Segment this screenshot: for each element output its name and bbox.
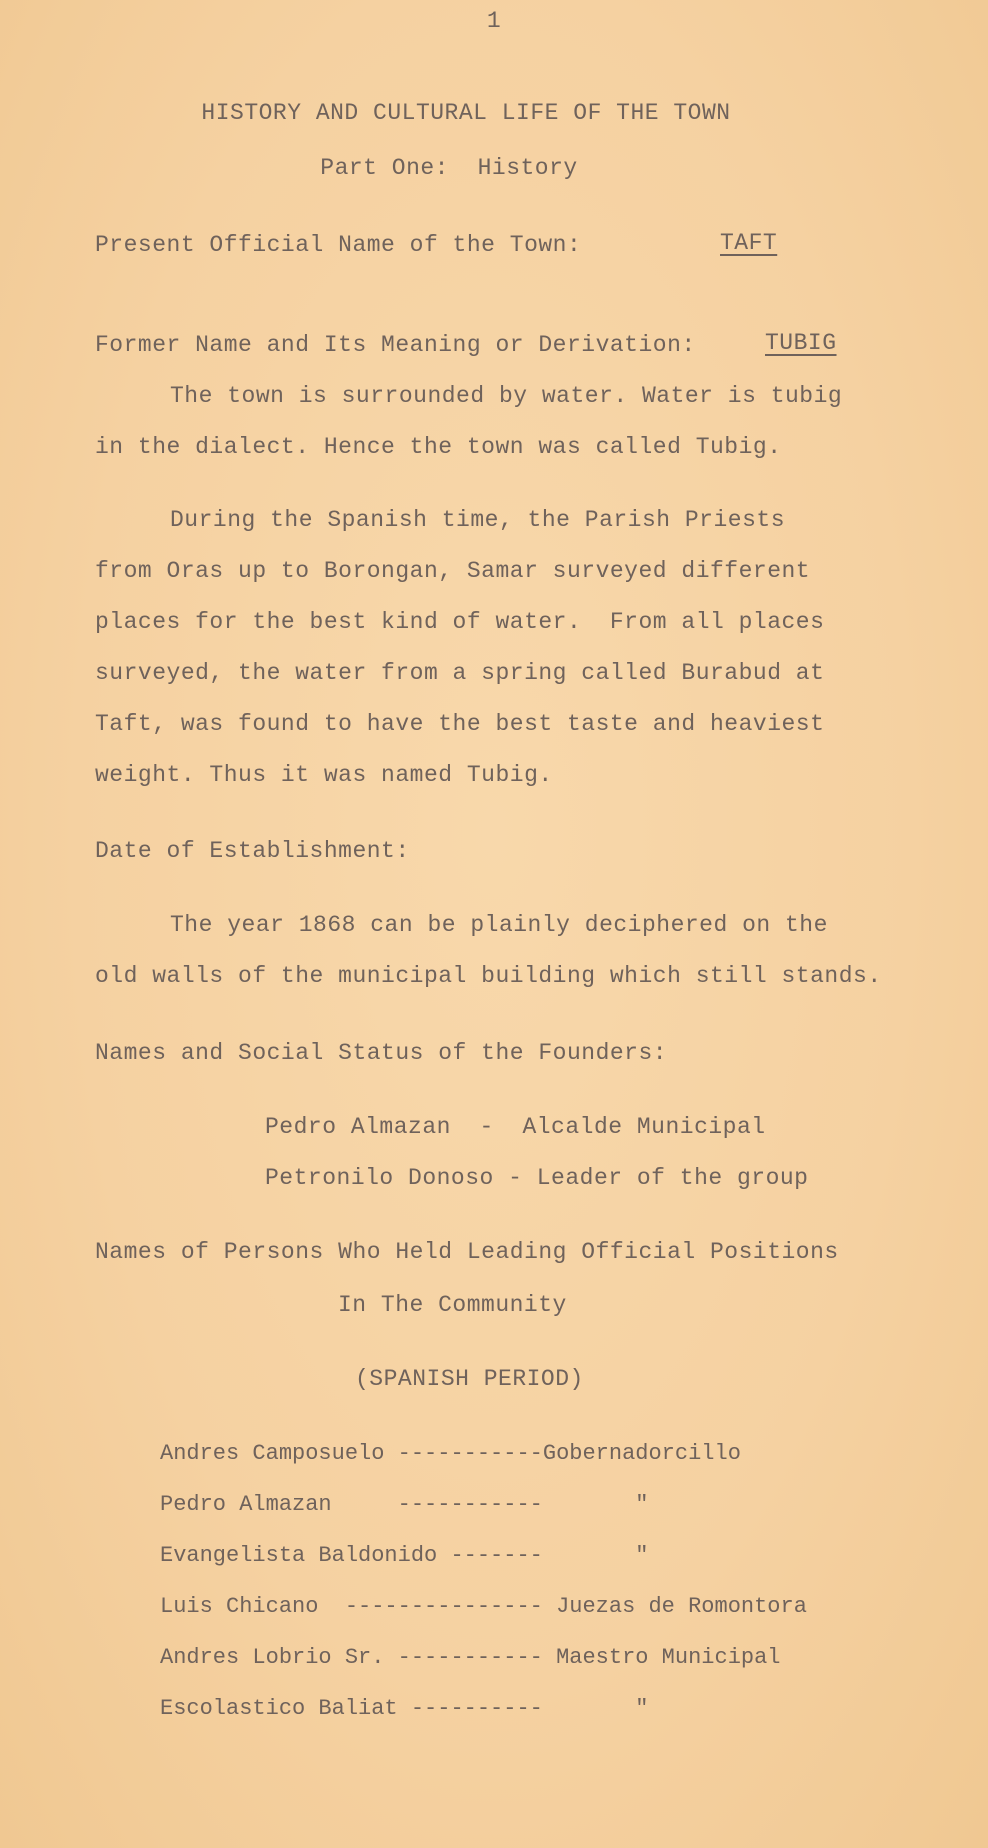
official-row-1: Andres Camposuelo -----------Gobernadorcillo	[160, 1441, 741, 1466]
founder-2: Petronilo Donoso - Leader of the group	[265, 1165, 809, 1191]
period-heading: (SPANISH PERIOD)	[355, 1366, 584, 1392]
document-title: HISTORY AND CULTURAL LIFE OF THE TOWN	[201, 100, 731, 126]
spanish-time-line-5: Taft, was found to have the best taste and heaviest	[95, 711, 825, 737]
official-name-label: Present Official Name of the Town:	[95, 232, 582, 258]
former-name-line-2: in the dialect. Hence the town was called Tubig.	[95, 434, 782, 460]
spanish-time-line-3: places for the best kind of water. From all places	[95, 609, 825, 635]
official-row-3: Evangelista Baldonido ------- "	[160, 1543, 649, 1568]
former-name-label: Former Name and Its Meaning or Derivation:	[95, 332, 696, 358]
official-row-4: Luis Chicano --------------- Juezas de Romontora	[160, 1594, 807, 1619]
official-row-5: Andres Lobrio Sr. ----------- Maestro Municipal	[160, 1645, 781, 1670]
official-row-2: Pedro Almazan ----------- "	[160, 1492, 649, 1517]
establishment-heading: Date of Establishment:	[95, 838, 410, 864]
page-number: 1	[486, 8, 502, 34]
spanish-time-line-6: weight. Thus it was named Tubig.	[95, 762, 553, 788]
spanish-time-line-2: from Oras up to Borongan, Samar surveyed different	[95, 558, 811, 584]
establishment-line-1: The year 1868 can be plainly deciphered on the	[170, 912, 828, 938]
spanish-time-line-4: surveyed, the water from a spring called Burabud at	[95, 660, 825, 686]
officials-heading-line-1: Names of Persons Who Held Leading Official Positions	[95, 1239, 839, 1265]
document-subtitle: Part One: History	[320, 155, 578, 181]
establishment-line-2: old walls of the municipal building which still stands.	[95, 963, 882, 989]
former-name-value: TUBIG	[765, 330, 837, 356]
spanish-time-line-1: During the Spanish time, the Parish Priests	[170, 507, 785, 533]
founder-1: Pedro Almazan - Alcalde Municipal	[265, 1114, 766, 1140]
officials-heading-line-2: In The Community	[338, 1292, 567, 1318]
official-row-6: Escolastico Baliat ---------- "	[160, 1696, 649, 1721]
official-name-value: TAFT	[720, 230, 778, 256]
founders-heading: Names and Social Status of the Founders:	[95, 1040, 668, 1066]
former-name-line-1: The town is surrounded by water. Water is tubig	[170, 383, 843, 409]
